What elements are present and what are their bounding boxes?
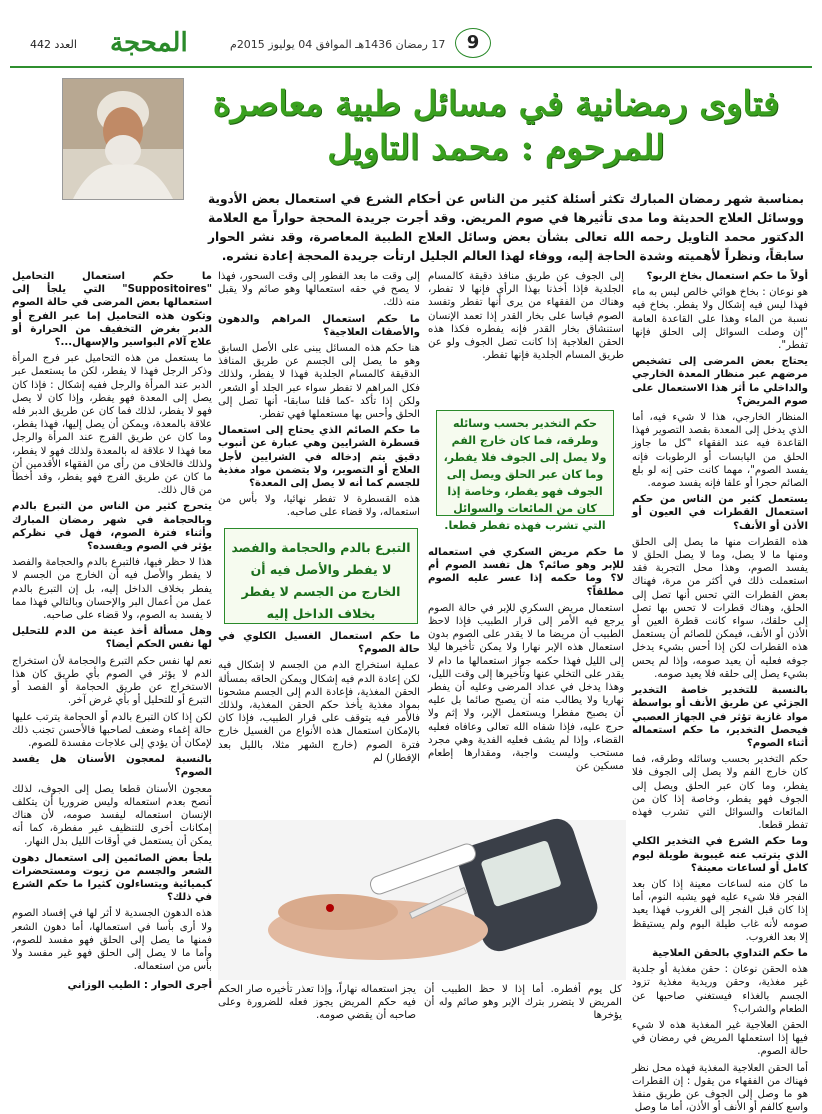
question: بالنسبة لمعجون الأسنان هل يفسد الصوم؟	[12, 754, 212, 779]
answer: هذه الدهون الجسدية لا أثر لها في إفساد الصوم ولا أرى بأسا في استعمالها، أما دهون الشعر فمنها ما يصل إلى الحلق فهو مفسد للصوم، وأما ما لا يصل إلى الحلق فهو غير مفسد ولا بأس من استعماله.	[12, 908, 212, 973]
question: يحتاج بعض المرضى إلى تشخيص مرضهم عبر منظار المعدة الخارجي والداخلي ما أثر هذا الاستعمال على صوم المريض؟	[632, 356, 808, 407]
author-photo	[62, 78, 184, 200]
question: يلجأ بعض الصائمين إلى استعمال دهون الشعر والجسم من زيوت ومستحضرات كيميائية ويتساءلون كثيرا ما حكم الشرع في ذلك؟	[12, 852, 212, 904]
column-3-top	[218, 270, 420, 519]
interviewer-signature: أجرى الحوار : الطيب الوزاني	[67, 980, 212, 992]
newspaper-logo: المحجة	[110, 28, 188, 58]
header-divider	[10, 66, 812, 68]
pull-quote-text: حكم التخدير بحسب وسائله وطرقه، فما كان خارج الفم ولا يصل إلى الجوف فلا يفطر، وما كان عبر الحلق ويصل إلى الجوف فهو يفطر، وخاصة إذا كان من المائعات والسوائل التي تشرب فهذه تفطر قطعا.	[443, 417, 607, 532]
column-4	[12, 270, 212, 1065]
column-3-bottom	[218, 630, 420, 820]
article-author-title: للمرحوم : محمد التاويل	[327, 128, 665, 168]
answer: هذه القسطرة لا تفطر نهائيا، ولا بأس من استعماله، ولا قضاء على صاحبه.	[218, 494, 420, 519]
answer: هذه القطرات منها ما يصل إلى الحلق ومنها ما لا يصل، وما لا يصل الحلق لا يفسد الصوم، وهذا محل التجربة فقد استعملت ذلك في أكثر من مرة، فهناك بعض القطرات التي تحس أنها تصل إلى الحلق، وهناك قطرات لا تحس بها تصل إلى حلقك، سواء كانت قطرة العين أو الأذن أو الأنف، فيمكن للصائم أن يستعمل هذه القطرات لكن إذا أحس بشيء يدخل جوفه فعليه أن يعيد صومه، وإذا لم يحس بشيء يصل إلى حلقه فلا يعيد صومه.	[632, 536, 808, 680]
question: أولاً ما حكم استعمال بخاخ الربو؟	[646, 271, 808, 282]
question: ما حكم الصائم الذي يحتاج إلى استعمال قسطرة الشرايين وهي عبارة عن أنبوب دقيق يتم إدخاله في الشرايين لأجل العلاج أو التصوير، ولا يتضمن مواد مغذية للجسم كما أنه لا يصل إلى المعدة؟	[218, 425, 420, 490]
question: ما حكم التداوي بالحقن العلاجية	[652, 947, 808, 959]
answer: هنا حكم هذه المسائل يبنى على الأصل السابق وهو ما يصل إلى الجسم عن طريق المنافذ الدقيقة كالمسام الجلدية فهذا لا يفطر، ولذلك فكل المراهم لا تفطر سواء عبر الجلد أو الشعر، ولكن إذا تأكد -كما قلنا سابقا- أنها تصل إلى الحلق وأحس بها مستعملها فهي تفطر.	[218, 343, 420, 421]
pull-quote-box-2	[224, 528, 418, 624]
bottom-text-right	[424, 983, 622, 1023]
answer: أما الحقن العلاجية المغذية فهذه محل نظر فهناك من الفقهاء من يقول : إن القطرات هو ما وصل إلى الجوف عن طريق منفذ واسع كالفم أو الأنف أو الأذن، أما ما وصل	[632, 1062, 808, 1114]
article-title: فتاوى رمضانية في مسائل طبية معاصرة	[212, 84, 780, 124]
answer: هذا لا حظر فيها، فالتبرع بالدم والحجامة والفصد لا يفطر والأصل فيه أن الخارج من الجسم لا يفطر بخلاف الداخل إليه، بل إن التبرع بالدم عمل من أعمال البر والإحسان وبالتالي فهذا مما لا يفسد به الصوم، ولا قضاء على صاحبه.	[12, 557, 212, 622]
bottom-text-left	[218, 983, 416, 1023]
answer: إلى وقت ما بعد الفطور إلى وقت السحور، فهذا لا يصح في حقه استعمالها وهو صائم ولا يقبل منه ذلك.	[218, 271, 420, 309]
column-1	[632, 270, 808, 1114]
answer: استعمال مريض السكري للإبر في حالة الصوم يرجع فيه الأمر إلى قرار الطبيب فإذا لاحظ الطبيب أن مريضا ما لا يقدر على الصوم بدون استعمال هذه الإبر نهارا ولا يمكن تأخيرها ليلا إلى الليل فهذا حكمه جواز استعمالها ما دام لا يقدر على التخلي عنها وتأخيرها إلى وقت الليل، وهذا يدخل في عداد المرضى وعليه أن يفطر نهاريا ولا يطالب منه أن يصبح صائما بل عليه أن يصبح مفطرا ويستعمل الإبر، ولا إثم ولا حرج عليه، فإذا شفاه الله تعالى وعافاه فعليه القضاء، وإذا لم يشف فعليه الفدية وهي مجرد مستحب وليست واجبة، ومقدارها إطعام مسكين عن	[428, 602, 624, 773]
article-intro: بمناسبة شهر رمضان المبارك تكثر أسئلة كثير من الناس عن أحكام الشرع في استعمال بعض الأدوية ووسائل العلاج الحديثة وما مدى تأثيرها في صوم المريض. وقد أجرت جريدة المحجة حواراً مع العلامة الدكتور محمد التاويل رحمه الله تعالى بشأن بعض وسائل العلاج الطبية المعاصرة، وقد نشر الحوار سابقاً، ونظراً لأهميته وشدة الحاجة إليه، ووفاء لهذا العالم الجليل ارتأت جريدة المحجة إعادة نشره.	[208, 192, 804, 263]
answer: هو نوعان : بخاخ هوائي خالص ليس به ماء فهذا ليس فيه إشكال ولا يفطر. بخاخ فيه نسبة من الماء وهذا على القاعدة العامة "إن وصلت السوائل إلى الحلق فإنها تفطر".	[632, 287, 808, 352]
answer: نعم لها نفس حكم التبرع والحجامة لأن استخراج الدم لا يؤثر في الصوم بأي طريق كان هذا الاستخراج عن طريق الحجامة أو الفصد أو التبرع أو للتحليل أو بأي غرض آخر.	[12, 655, 212, 707]
page-header	[10, 28, 812, 68]
question: ما حكم استعمال التحاميل "Suppositoires" التي يلجأ إلى استعمالها بعض المرضى في حالة الصوم وتكون هذه التحاميل إما عبر الفرج أو الدبر بغرض التخفيف من الحرارة أو علاج آلام البواسير والإسهال...؟	[12, 271, 212, 349]
issue-number: العدد 442	[30, 38, 77, 51]
question: بالنسبة للتخدير خاصة التخدير الجزئي عن طريق الأنف أو بواسطة مواد غازية تؤثر في الجهاز العصبي فيحصل التخدير، ما حكم استعماله أثناء الصوم؟	[632, 685, 808, 749]
question: ما حكم مريض السكري في استعماله للإبر وهو صائم؟ هل تفسد الصوم أم لا؟ وما حكمه إذا عسر عليه الصوم مطلقاً؟	[428, 547, 624, 598]
answer: يجز استعماله نهاراً، وإذا تعذر تأخيره صار الحكم فيه حكم المريض يجوز فعله للضرورة وعلى صاحبه أن يقضي صومه.	[218, 984, 416, 1022]
answer: الحقن العلاجية غير المغذية هذه لا شيء فيها إذا استعملها المريض في رمضان في حالة الصوم.	[632, 1019, 808, 1058]
answer: هذه الحقن نوعان : حقن مغذية أو جلدية غير مغذية، وحقن وريدية مغذية تزود الجسم بالغذاء فيستغني صاحبها عن الطعام والشراب؟	[632, 964, 808, 1015]
question: وما حكم الشرع في التخدير الكلي الذي يترتب عنه غيبوبة طويلة ليوم كامل أو لساعات معينة؟	[632, 836, 808, 874]
question: وهل مسألة أخذ عينة من الدم للتحليل لها نفس الحكم أيضا؟	[12, 626, 212, 651]
date-line: 17 رمضان 1436هـ الموافق 04 يوليوز 2015م	[230, 38, 446, 51]
answer: معجون الأسنان قطعا يصل إلى الجوف، لذلك أنصح بعدم استعماله وليس ضروريا أن يتكلف الإنسان استعماله ليفسد صومه، لأن هناك إمكانات أخرى للتنظيف غير مفطرة، كما أنه يمكن أن يستعمل في أوقات الليل بدل النهار.	[12, 783, 212, 848]
question: ما حكم استعمال المراهم والدهون والأصقات العلاجية؟	[218, 313, 420, 338]
article-title-block	[192, 74, 800, 186]
question: يتحرج كثير من الناس من التبرع بالدم وبالحجامة في شهر رمضان المبارك وأثناء فترة الصوم، فهل في نظركم يؤثر في الصوم ويفسده؟	[12, 501, 212, 553]
answer: إلى الجوف عن طريق منافذ دقيقة كالمسام الجلدية فإذا أخذنا بهذا الرأي فإنها لا تفطر، وهناك من الفقهاء من يرى أنها تفطر وتفسد الصوم قياسا على بخار القدر إذا تعمد الإنسان استنشاق بخار القدر فإنه يفطره فكذا هذه الحقن العلاجية إذا كانت تصل الجوف ولو عن طريق المسام الجلدية فإنها تفطر.	[428, 271, 624, 362]
question: يستعمل كثير من الناس من حكم استعمال القطرات في العيون أو الأذن أو الأنف؟	[632, 494, 808, 532]
pull-quote-box-1	[436, 410, 614, 532]
page-number: 9	[455, 28, 491, 58]
question: ما حكم استعمال الغسيل الكلوي في حالة الصوم؟	[218, 631, 420, 656]
answer: ما يستعمل من هذه التحاميل عبر فرج المرأة وذكر الرجل فهذا لا يفطر، لكن ما يستعمل عبر الدبر عند المرأة والرجل ففيه إشكال : فإذا كان يصل إلى المعدة فهو يفطر، وإذا كان لا يصل فهو لا يفطر، لذلك فما كان عن طريق الدبر فله علاقة بالمعدة، ويمكن أن يصل إليها، فهذا يفطر، وما كان عن طريق الفرج عند المرأة والرجل معا فهذا لا علاقة له بالمعدة ولذلك فهو لا يفطر، ولذلك فالخلاف من رأى من الفقهاء الأقدمين أن ما كان عن طريق الفرج فهو يفطر، وقد أخطأ من قال ذلك.	[12, 353, 212, 497]
answer: المنظار الخارجي، هذا لا شيء فيه، أما الذي يدخل إلى المعدة بقصد التصوير فهذا القاعدة فيه عند الفقهاء "كل ما جاوز الحلق من اليابسات أو الرطوبات فإنه يفسد الصوم"، مهما كانت حتى إنه لو بلع الصائم حجرا أو علفا فإنه يفسد صومه.	[632, 412, 808, 490]
answer: ما كان منه لساعات معينة إذا كان بعد الفجر فلا شيء عليه فهو يشبه النوم، أما إذا كان قبل الفجر إلى الغروب فهذا يعيد صومه لأنه غاب طيلة اليوم ولم يستيقظ إلا بعد الغروب.	[632, 878, 808, 943]
answer: لكن إذا كان التبرع بالدم أو الحجامة يترتب عليها حالة إغماء وضعف لصاحبها فالأحسن تجنب ذلك لإمكان أن يؤدي إلى علاجات مفسدة للصوم.	[12, 711, 212, 749]
glucose-meter-photo	[218, 820, 626, 980]
pull-quote-text: التبرع بالدم والحجامة والفصد لا يفطر والأصل فيه أن الخارج من الجسم لا يفطر بخلاف الداخل إليه	[231, 540, 411, 621]
column-2-bottom	[428, 546, 624, 816]
answer: كل يوم أفطره. أما إذا لا حظ الطبيب أن المريض لا يتضرر بترك الإبر وهو صائم وله أن يؤخرها	[424, 984, 622, 1022]
answer: عملية استخراج الدم من الجسم لا إشكال فيه لكن إعادة الدم فيه إشكال ويمكن الحاقه بمسألة الحقن المغذية، فإعادة الدم إلى الجسم مشحونا بمواد مغذية يأخذ حكم الحقن المغذية، ولذلك فالأمر فيه يتوقف على قرار الطبيب، فإذا كان بالإمكان استعمال هذه الأنواع من الغسيل خارج فترة الصوم (خارج الشهر مثلا، بالليل بعد الإفطار) لم	[218, 660, 420, 764]
answer: حكم التخدير بحسب وسائله وطرقه، فما كان خارج الفم ولا يصل إلى الجوف فلا يفطر، وما كان عبر الحلق ويصل إلى الجوف فهو يفطر، وخاصة إذا كان من المائعات والسوائل التي تشرب فهذه تفطر قطعا.	[632, 754, 808, 832]
